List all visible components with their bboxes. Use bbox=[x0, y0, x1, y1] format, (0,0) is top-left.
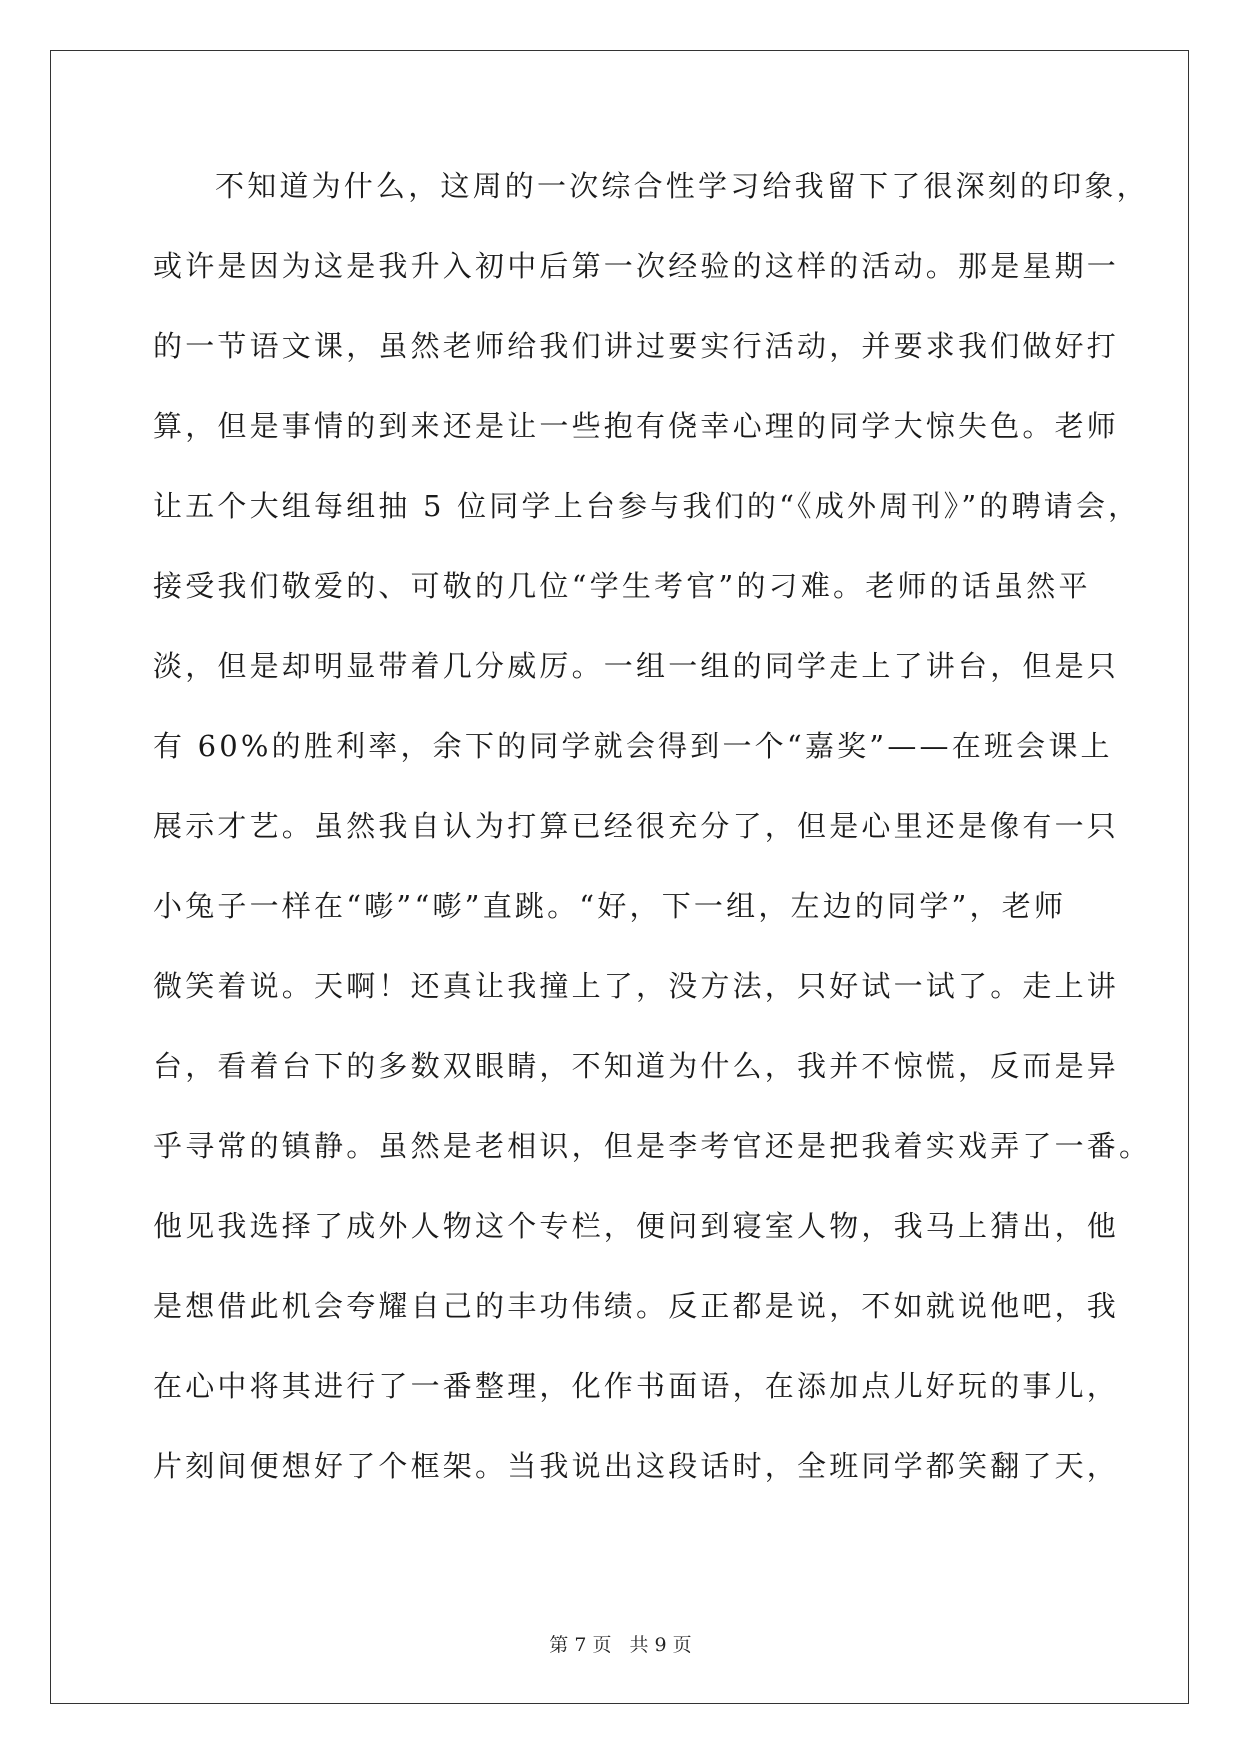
page-number-total: 共 9 页 bbox=[629, 1634, 692, 1656]
text-line: 展示才艺。虽然我自认为打算已经很充分了，但是心里还是像有一只 bbox=[153, 809, 1120, 843]
text-line: 他见我选择了成外人物这个专栏，便问到寝室人物，我马上猜出，他 bbox=[153, 1209, 1120, 1243]
text-line: 微笑着说。天啊！还真让我撞上了，没方法，只好试一试了。走上讲 bbox=[153, 969, 1120, 1003]
text-line: 或许是因为这是我升入初中后第一次经验的这样的活动。那是星期一 bbox=[153, 249, 1120, 283]
page-footer bbox=[0, 1630, 1241, 1657]
text-line: 淡，但是却明显带着几分威厉。一组一组的同学走上了讲台，但是只 bbox=[153, 649, 1120, 683]
text-line: 算，但是事情的到来还是让一些抱有侥幸心理的同学大惊失色。老师 bbox=[153, 409, 1120, 443]
text-line: 让五个大组每组抽 5 位同学上台参与我们的“《成外周刊》”的聘请会， bbox=[153, 489, 1141, 523]
text-line: 乎寻常的镇静。虽然是老相识，但是李考官还是把我着实戏弄了一番。 bbox=[153, 1129, 1152, 1163]
text-line: 在心中将其进行了一番整理，化作书面语，在添加点儿好玩的事儿， bbox=[153, 1369, 1120, 1403]
text-line: 有 60%的胜利率，余下的同学就会得到一个“嘉奖”——在班会课上 bbox=[153, 729, 1113, 763]
text-line: 接受我们敬爱的、可敬的几位“学生考官”的刁难。老师的话虽然平 bbox=[153, 569, 1091, 603]
body-paragraph bbox=[153, 162, 1152, 1522]
text-line: 的一节语文课，虽然老师给我们讲过要实行活动，并要求我们做好打 bbox=[153, 329, 1120, 363]
text-line: 小兔子一样在“嘭”“嘭”直跳。“好，下一组，左边的同学”，老师 bbox=[153, 889, 1067, 923]
text-line: 不知道为什么，这周的一次综合性学习给我留下了很深刻的印象， bbox=[215, 169, 1149, 203]
text-line: 是想借此机会夸耀自己的丰功伟绩。反正都是说，不如就说他吧，我 bbox=[153, 1289, 1120, 1323]
text-line: 片刻间便想好了个框架。当我说出这段话时，全班同学都笑翻了天， bbox=[153, 1449, 1120, 1483]
text-line: 台，看着台下的多数双眼睛，不知道为什么，我并不惊慌，反而是异 bbox=[153, 1049, 1120, 1083]
page-number-current: 第 7 页 bbox=[549, 1634, 612, 1656]
